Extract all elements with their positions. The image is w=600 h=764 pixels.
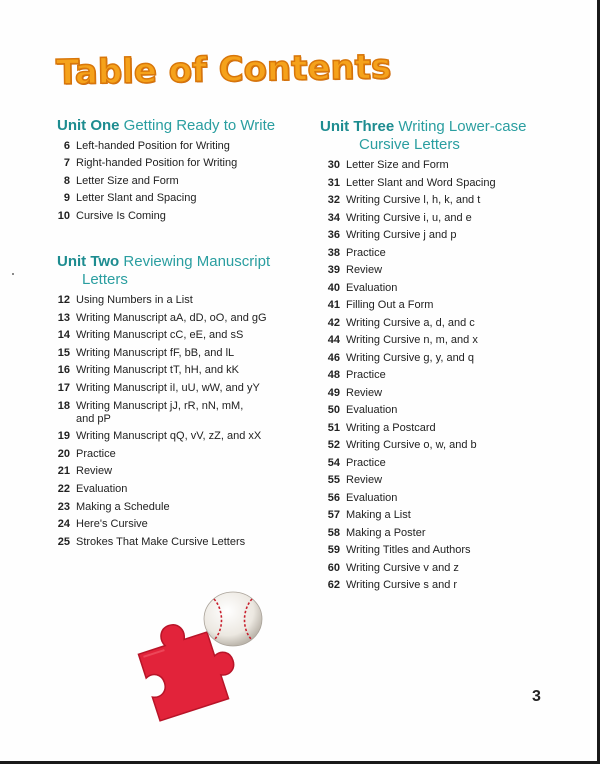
toc-page-number: 54 xyxy=(327,456,340,469)
toc-page-number: 50 xyxy=(327,404,340,416)
toc-page-number: 56 xyxy=(327,491,340,504)
toc-entry-text: Review xyxy=(346,474,383,486)
toc-entry-text: Writing Cursive o, w, and b xyxy=(346,439,477,451)
toc-page-number: 21 xyxy=(57,465,70,478)
toc-page-number: 46 xyxy=(327,351,340,364)
toc-entry xyxy=(48,312,308,325)
toc-page-number: 51 xyxy=(327,421,340,434)
toc-entry xyxy=(318,492,578,505)
toc-page-number: 20 xyxy=(57,447,70,460)
toc-entry xyxy=(48,448,308,461)
toc-entry xyxy=(318,229,578,242)
toc-page-number: 52 xyxy=(327,439,340,451)
toc-entry-text: Writing Cursive j and p xyxy=(346,229,457,241)
toc-entry xyxy=(318,544,578,557)
toc-entry-text: Writing Manuscript iI, uU, wW, and yY xyxy=(76,381,260,394)
toc-entry-text: Here's Cursive xyxy=(76,518,148,531)
toc-entry xyxy=(48,175,303,188)
toc-entry xyxy=(318,422,578,435)
toc-page-number: 59 xyxy=(327,544,340,556)
page-number: 3 xyxy=(532,688,541,705)
toc-page-number: 38 xyxy=(327,246,340,259)
unit-one-heading xyxy=(57,117,307,135)
toc-entry-text: Review xyxy=(346,386,383,399)
toc-entry-text: Letter Slant and Word Spacing xyxy=(346,176,496,189)
unit-two-heading xyxy=(57,253,307,289)
toc-page-number: 25 xyxy=(57,535,70,548)
unit-one-name: Unit One xyxy=(57,117,120,134)
toc-entry xyxy=(318,317,578,330)
toc-page-number: 40 xyxy=(327,281,340,294)
toc-page-number: 30 xyxy=(327,159,340,171)
toc-page-number: 62 xyxy=(327,579,340,591)
toc-page-number: 6 xyxy=(63,140,70,152)
toc-entry xyxy=(318,264,578,277)
toc-entry xyxy=(48,536,308,549)
unit-three-entries xyxy=(318,159,578,597)
toc-entry-text: Practice xyxy=(76,447,116,460)
toc-page-number: 60 xyxy=(327,561,340,574)
toc-entry xyxy=(318,299,578,312)
toc-page-number: 57 xyxy=(327,509,340,521)
toc-entry xyxy=(318,247,578,260)
toc-entry xyxy=(48,400,308,426)
toc-page-number: 13 xyxy=(57,311,70,324)
toc-entry-text: Writing Manuscript fF, bB, and lL xyxy=(76,346,235,359)
toc-entry-text: and pP xyxy=(76,412,111,425)
toc-entry-text: Cursive Is Coming xyxy=(76,209,166,222)
toc-entry-text: Writing Cursive g, y, and q xyxy=(346,351,474,364)
toc-page-number: 17 xyxy=(57,381,70,394)
toc-page-number: 16 xyxy=(57,364,70,377)
toc-page-number: 55 xyxy=(327,474,340,486)
toc-page-number: 42 xyxy=(327,316,340,329)
baseball-icon xyxy=(200,590,268,650)
toc-entry-text: Writing Cursive l, h, k, and t xyxy=(346,194,481,206)
toc-entry xyxy=(318,457,578,470)
toc-entry xyxy=(318,387,578,400)
toc-page-number: 8 xyxy=(63,174,70,187)
toc-entry xyxy=(318,177,578,190)
toc-entry xyxy=(48,210,303,223)
toc-entry-text: Review xyxy=(346,264,383,276)
toc-entry-text: Practice xyxy=(346,246,386,259)
toc-entry xyxy=(318,159,578,172)
toc-entry xyxy=(48,382,308,395)
unit-three-name: Unit Three xyxy=(320,118,395,135)
toc-entry-text: Evaluation xyxy=(346,404,398,416)
toc-entry xyxy=(318,369,578,382)
toc-entry xyxy=(318,282,578,295)
toc-entry xyxy=(48,294,308,307)
unit-three-heading xyxy=(320,118,580,154)
toc-entry-text: Writing Manuscript jJ, rR, nN, mM, xyxy=(76,399,244,412)
unit-one-subtitle: Getting Ready to Write xyxy=(123,117,276,134)
toc-entry-text: Writing Cursive i, u, and e xyxy=(346,211,472,224)
toc-entry-text: Writing Cursive n, m, and x xyxy=(346,334,478,346)
unit-one-entries xyxy=(48,140,303,227)
toc-entry xyxy=(48,329,308,342)
toc-entry-text: Letter Size and Form xyxy=(346,159,449,171)
toc-page-number: 58 xyxy=(327,526,340,539)
toc-page-number: 12 xyxy=(57,294,70,306)
toc-entry-text: Review xyxy=(76,465,113,478)
toc-page-number: 39 xyxy=(327,264,340,276)
toc-entry xyxy=(318,352,578,365)
toc-entry-text: Writing Manuscript aA, dD, oO, and gG xyxy=(76,311,267,324)
toc-entry-text: Filling Out a Form xyxy=(346,299,434,311)
toc-entry-text: Practice xyxy=(346,456,386,469)
toc-entry-text: Evaluation xyxy=(346,281,398,294)
toc-entry-text: Right-handed Position for Writing xyxy=(76,157,238,170)
toc-entry-text: Making a List xyxy=(346,509,411,521)
toc-page-number: 44 xyxy=(327,334,340,346)
toc-page-number: 23 xyxy=(57,500,70,513)
toc-entry xyxy=(48,364,308,377)
unit-two-entries xyxy=(48,294,308,553)
toc-page-number: 48 xyxy=(327,369,340,381)
toc-entry-text: Writing a Postcard xyxy=(346,421,436,434)
toc-page-number: 9 xyxy=(63,192,70,205)
toc-page-number: 49 xyxy=(327,386,340,399)
toc-entry-text: Writing Cursive v and z xyxy=(346,561,459,574)
unit-two-name: Unit Two xyxy=(57,253,120,270)
toc-page-number: 10 xyxy=(57,209,70,222)
toc-entry xyxy=(48,192,303,205)
toc-entry xyxy=(318,439,578,452)
toc-entry-text: Making a Schedule xyxy=(76,500,170,513)
toc-entry-text: Using Numbers in a List xyxy=(76,294,193,306)
page-title: Table of Contents xyxy=(55,47,392,93)
toc-entry-text: Evaluation xyxy=(346,491,398,504)
toc-page-number: 19 xyxy=(57,430,70,443)
toc-entry xyxy=(318,334,578,347)
toc-entry xyxy=(318,579,578,592)
toc-page-number: 32 xyxy=(327,194,340,206)
toc-page-number: 24 xyxy=(57,518,70,531)
unit-two-subtitle-line-1: Reviewing Manuscript xyxy=(123,253,271,270)
unit-two-subtitle-line-2: Letters xyxy=(82,271,128,288)
unit-three-subtitle-line-2: Cursive Letters xyxy=(359,136,460,153)
toc-entry-text: Letter Size and Form xyxy=(76,174,179,187)
unit-three-subtitle-line-1: Writing Lower-case xyxy=(398,118,527,135)
toc-page-number: 18 xyxy=(57,399,70,412)
toc-entry-text: Left-handed Position for Writing xyxy=(76,140,230,152)
toc-page-number: 22 xyxy=(57,482,70,495)
toc-entry-text: Writing Manuscript tT, hH, and kK xyxy=(76,364,240,377)
toc-entry xyxy=(318,404,578,417)
toc-entry-text: Writing Manuscript qQ, vV, zZ, and xX xyxy=(76,430,262,443)
toc-entry xyxy=(318,562,578,575)
toc-entry xyxy=(318,212,578,225)
toc-page-number: 31 xyxy=(327,176,340,189)
toc-page-number: 15 xyxy=(57,346,70,359)
speck-mark xyxy=(12,273,14,275)
toc-entry-text: Writing Cursive a, d, and c xyxy=(346,316,475,329)
toc-entry xyxy=(48,157,303,170)
toc-entry-text: Letter Slant and Spacing xyxy=(76,192,197,205)
toc-page-number: 36 xyxy=(327,229,340,241)
toc-entry-text: Practice xyxy=(346,369,386,381)
toc-entry-text: Writing Titles and Authors xyxy=(346,544,471,556)
toc-entry xyxy=(48,501,308,514)
toc-page-number: 41 xyxy=(327,299,340,311)
toc-entry-text: Making a Poster xyxy=(346,526,426,539)
toc-entry xyxy=(318,194,578,207)
toc-entry xyxy=(318,474,578,487)
toc-entry xyxy=(48,140,303,153)
toc-page-number: 34 xyxy=(327,211,340,224)
toc-entry xyxy=(318,527,578,540)
toc-entry xyxy=(318,509,578,522)
toc-entry-text: Evaluation xyxy=(76,482,128,495)
toc-entry xyxy=(48,465,308,478)
toc-entry xyxy=(48,518,308,531)
toc-entry-text: Strokes That Make Cursive Letters xyxy=(76,535,246,548)
toc-entry-text: Writing Manuscript cC, eE, and sS xyxy=(76,329,244,342)
toc-entry xyxy=(48,430,308,443)
toc-entry-text: Writing Cursive s and r xyxy=(346,579,458,591)
toc-page-number: 14 xyxy=(57,329,70,342)
toc-page-number: 7 xyxy=(63,157,70,170)
toc-entry xyxy=(48,347,308,360)
toc-entry xyxy=(48,483,308,496)
